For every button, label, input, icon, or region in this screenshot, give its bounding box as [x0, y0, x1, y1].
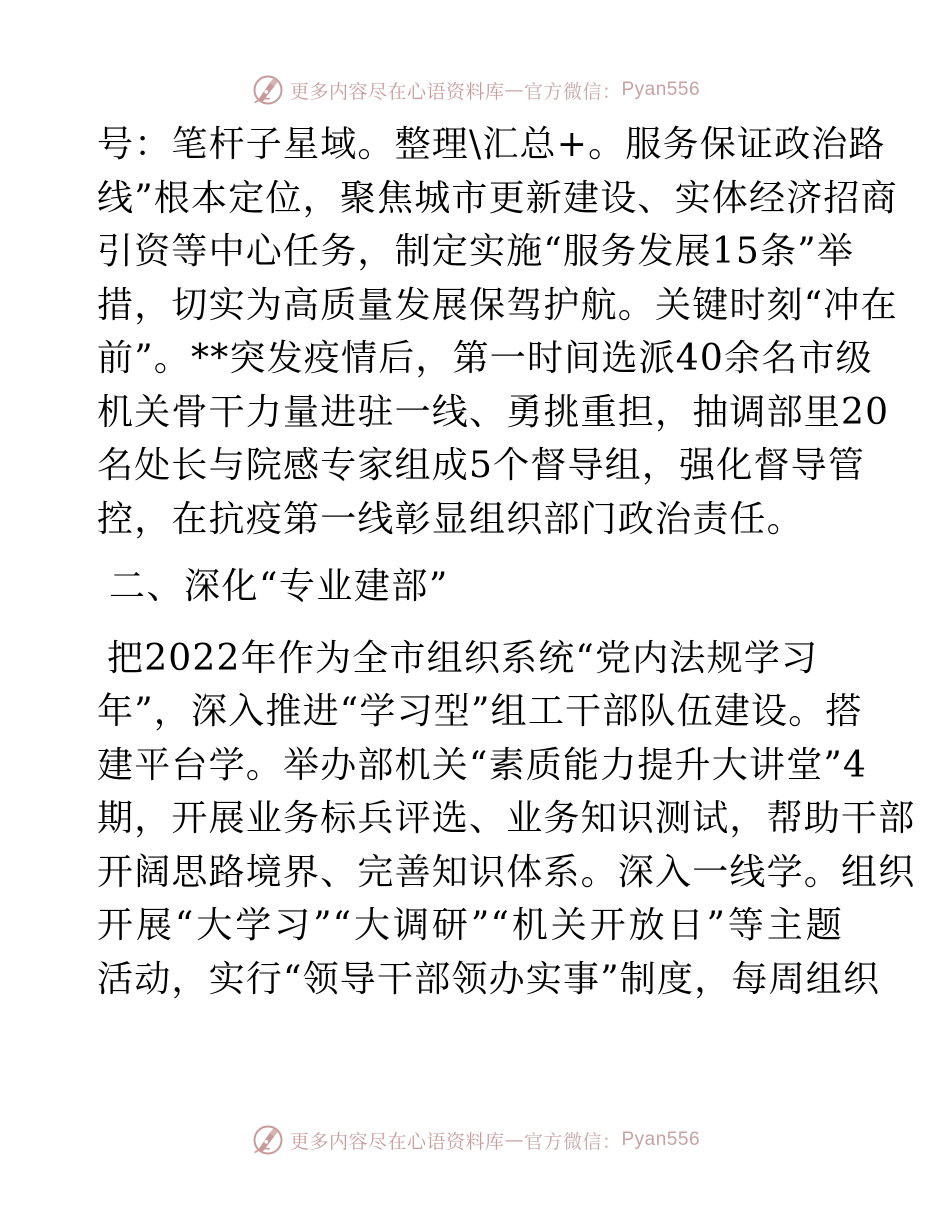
watermark-wechat-label: 官方微信： — [523, 80, 622, 103]
footer-watermark — [0, 1118, 950, 1162]
watermark-wechat-label: 官方微信： — [523, 1130, 622, 1153]
paragraph-line: 线”根本定位，聚焦城市更新建设、实体经济招商 — [97, 177, 898, 219]
pen-nib-logo-icon — [250, 72, 286, 108]
paragraph-line: 年”，深入推进“学习型”组工干部队伍建设。搭 — [97, 691, 863, 732]
section-heading: 二、深化“专业建部” — [109, 566, 449, 607]
paragraph-line: 引资等中心任务，制定实施“服务发展15条”举 — [97, 231, 855, 272]
paragraph-line: 活动，实行“领导干部领办实事”制度，每周组织 — [97, 958, 881, 1000]
watermark-brand-text: 更多内容尽在心语资料库 — [289, 1130, 505, 1153]
paragraph-line: 开阔思路境界、完善知识体系。深入一线学。组织 — [97, 851, 916, 893]
paragraph-line: 期，开展业务标兵评选、业务知识测试，帮助干部 — [97, 798, 916, 839]
watermark-wechat-id: Pyan556 — [621, 79, 701, 100]
paragraph-line: 把2022年作为全市组织系统“党内法规学习 — [107, 637, 819, 679]
watermark-wechat-id: Pyan556 — [621, 1129, 701, 1150]
watermark-separator: — — [504, 1129, 524, 1151]
pen-nib-logo-icon — [250, 1122, 286, 1158]
watermark-separator: — — [504, 79, 524, 101]
paragraph-line: 前”。**突发疫情后，第一时间选派40余名市级 — [97, 338, 873, 379]
paragraph-line: 措，切实为高质量发展保驾护航。关键时刻“冲在 — [97, 284, 898, 326]
paragraph-line: 开展“大学习”“大调研”“机关开放日”等主题 — [97, 905, 843, 946]
paragraph-line: 控，在抗疫第一线彰显组织部门政治责任。 — [97, 498, 804, 540]
document-body — [97, 118, 916, 1006]
paragraph-line: 名处长与院感专家组成5个督导组，强化督导管 — [97, 445, 866, 486]
paragraph-spacer — [97, 614, 857, 632]
paragraph-line: 建平台学。举办部机关“素质能力提升大讲堂”4 — [97, 744, 868, 786]
watermark-brand-text: 更多内容尽在心语资料库 — [289, 80, 505, 103]
header-watermark — [0, 68, 950, 112]
paragraph-line: 号：笔杆子星域。整理\汇总+。服务保证政治路 — [97, 124, 886, 165]
paragraph-line: 机关骨干力量进驻一线、勇挑重担，抽调部里20 — [97, 391, 890, 433]
